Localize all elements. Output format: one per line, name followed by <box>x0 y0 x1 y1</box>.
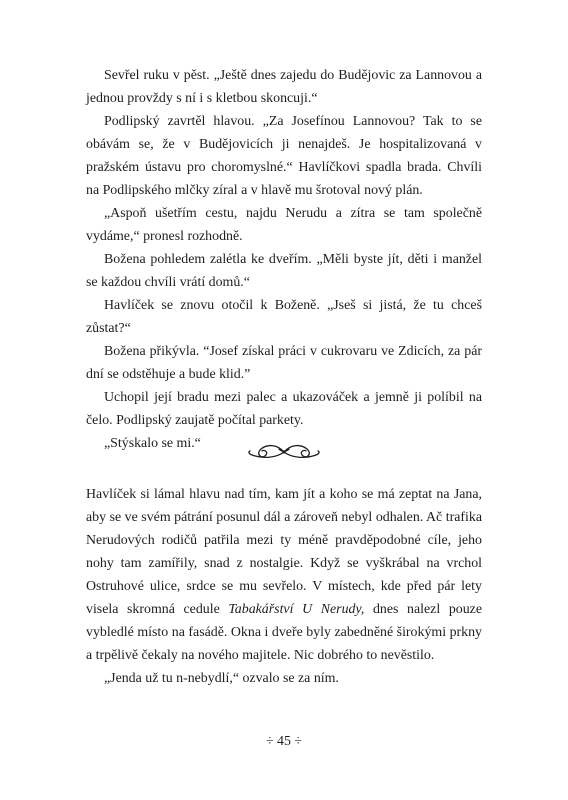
paragraph: „Stýskalo se mi.“ <box>104 436 201 451</box>
paragraph: „Jenda už tu n-nebydlí,“ ozvalo se za ním. <box>104 671 339 686</box>
folio-mark-icon: ÷ <box>265 734 274 749</box>
page-number-value: 45 <box>277 734 291 749</box>
text-run: dnes nalezl pouze vybledlé místo na fasádě. Okna i dveře byly zabedněné širokými prkny a trpělivě čekaly na nového majitele. Nic dobrého to nevěstilo. <box>86 602 482 663</box>
paragraph: Božena přikývla. “Josef získal práci v cukrovaru ve Zdicích, za pár dní se odstěhuje a bude klid.” <box>86 344 482 382</box>
paragraph: „Aspoň ušetřím cestu, najdu Nerudu a zítra se tam společně vydáme,“ pronesl rozhodně. <box>86 206 482 244</box>
paragraph <box>86 483 482 667</box>
paragraph: Sevřel ruku v pěst. „Ještě dnes zajedu do Budějovic za Lannovou a jednou provždy s ní i s kletbou skoncuji.“ <box>86 68 482 106</box>
paragraph: Havlíček se znovu otočil k Boženě. „Jseš si jistá, že tu chceš zůstat?“ <box>86 298 482 336</box>
paragraph: Uchopil její bradu mezi palec a ukazováček a jemně ji políbil na čelo. Podlipský zaujatě počítal parkety. <box>86 390 482 428</box>
paragraph: Božena pohledem zalétla ke dveřím. „Měli byste jít, děti i manžel se každou chvíli vrátí domů.“ <box>86 252 482 290</box>
text-run: Havlíček si lámal hlavu nad tím, kam jít a koho se má zeptat na Jana, aby se ve svém pátrání posunul dál a zároveň nebyl odhalen. Ač trafika Nerudových rodičů patřila mezi ty méně pravděpodobné cíle, jeho nohy tam zamířily, snad z nostalgie. Když se vyškrábal na vrchol Ostruhové ulice, srdce se mu sevřelo. V místech, kde před pár lety visela skromná cedule <box>86 487 482 617</box>
shop-sign-text: Tabakářství U Nerudy, <box>228 602 365 617</box>
flourish-ornament-icon <box>246 441 322 463</box>
section-1-text <box>86 64 482 455</box>
section-2-text <box>86 483 482 690</box>
page-number <box>0 734 568 750</box>
folio-mark-icon: ÷ <box>294 734 303 749</box>
paragraph: Podlipský zavrtěl hlavou. „Za Josefínou Lannovou? Tak to se obávám se, že v Budějovicích ji nenajdeš. Je hospitalizovaná v pražském ústavu pro choromyslné.“ Havlíčkovi spadla brada. Chvíli na Podlipského mlčky zíral a v hlavě mu šrotoval nový plán. <box>86 114 482 198</box>
